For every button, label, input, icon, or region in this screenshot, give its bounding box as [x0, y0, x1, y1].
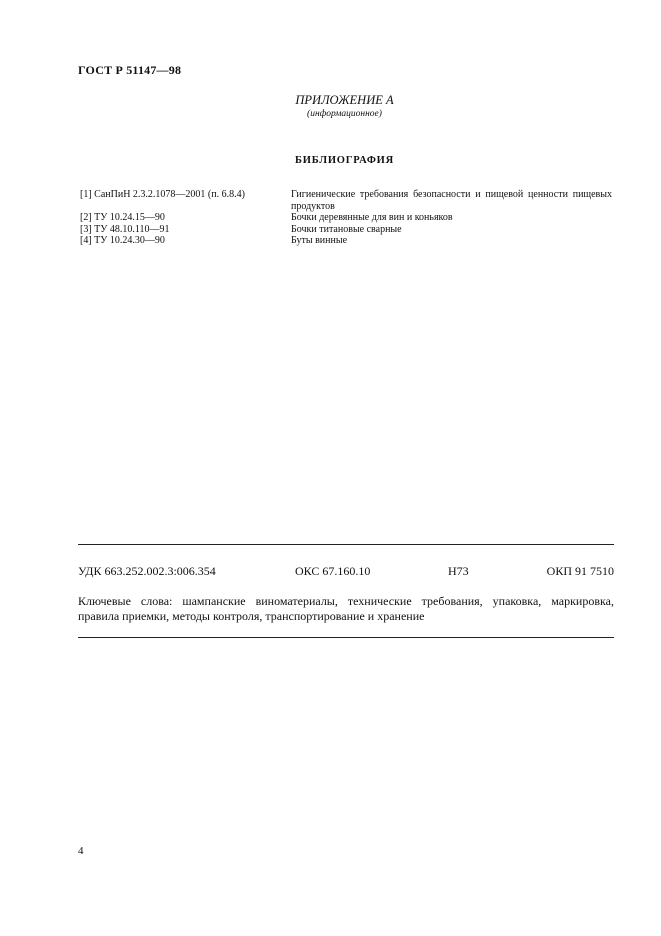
bibliography-ref: [1] СанПиН 2.3.2.1078—2001 (п. 6.8.4): [80, 189, 245, 200]
bibliography-ref: [4] ТУ 10.24.30—90: [80, 235, 165, 246]
page-number: 4: [78, 845, 84, 857]
top-divider: [78, 544, 614, 545]
bibliography-list: [80, 189, 612, 247]
keywords-line: правила приемки, методы контроля, транспортирование и хранение: [78, 609, 425, 623]
bibliography-desc: Буты винные: [291, 235, 348, 246]
appendix-subtitle: (информационное): [307, 109, 382, 119]
udc-code: УДК 663.252.002.3:006.354: [78, 564, 216, 578]
bibliography-item: [80, 235, 612, 247]
bibliography-ref: [3] ТУ 48.10.110—91: [80, 223, 170, 235]
document-header: ГОСТ Р 51147—98: [78, 63, 182, 77]
oks-code: ОКС 67.160.10: [295, 564, 371, 578]
category-code: Н73: [448, 564, 469, 578]
bibliography-desc: Бочки титановые сварные: [291, 223, 402, 235]
bibliography-ref: [2] ТУ 10.24.15—90: [80, 212, 165, 223]
bibliography-item: [80, 224, 612, 236]
keywords-line: Ключевые слова: шампанские виноматериалы, технические требования, упаковка, маркировка,: [78, 594, 614, 608]
bibliography-desc: Гигиенические требования безопасности и пищевой ценности пищевых продуктов: [291, 189, 612, 212]
bibliography-item: [80, 212, 612, 224]
appendix-title: ПРИЛОЖЕНИЕ А: [295, 93, 394, 107]
bibliography-title: БИБЛИОГРАФИЯ: [295, 155, 394, 166]
keywords: [78, 594, 614, 624]
okp-code: ОКП 91 7510: [546, 564, 614, 578]
bibliography-desc: Бочки деревянные для вин и коньяков: [291, 212, 453, 223]
bottom-divider: [78, 637, 614, 638]
bibliography-item: [80, 189, 612, 212]
